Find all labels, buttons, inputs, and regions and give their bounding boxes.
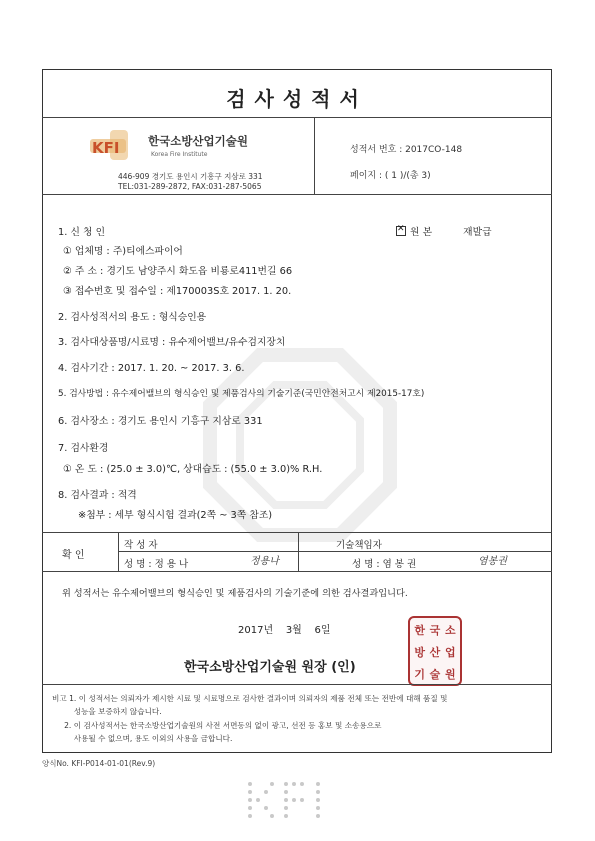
reviewer-role: 기술책임자 xyxy=(336,540,382,551)
note-2: 2. 이 검사성적서는 한국소방산업기술원의 사전 서면동의 없이 광고, 선전 등 홍보 및 소송용으로 xyxy=(52,721,382,730)
issuer-name-kr: 한국소방산업기술원 xyxy=(148,134,248,148)
confirm-label: 확 인 xyxy=(62,550,85,561)
result-row: 8. 검사결과 : 적격 xyxy=(58,490,137,501)
applicant-title: 1. 신 청 인 xyxy=(58,227,106,238)
statement: 위 성적서는 유수제어밸브의 형식승인 및 제품검사의 기술기준에 의한 검사결과입니다. xyxy=(62,588,408,599)
writer-signature: 정용나 xyxy=(250,556,279,567)
writer-name: 성 명 : 정 용 나 xyxy=(124,559,189,570)
issuer-name-en: Korea Fire Institute xyxy=(151,151,208,158)
report-number-label: 성적서 번호 xyxy=(350,145,397,155)
page-indicator: 페이지 : ( 1 )/(총 3) xyxy=(350,171,431,181)
method-row: 5. 검사방법 : 유수제어밸브의 형식승인 및 제품검사의 기술기준(국민안전처고시 제2015-17호) xyxy=(58,389,425,399)
official-seal-icon xyxy=(408,616,462,686)
note-1-cont: 성능을 보증하지 않습니다. xyxy=(52,707,162,716)
logo-text: KFI xyxy=(92,139,120,157)
notes-top-line xyxy=(42,684,552,685)
note-1: 비고 1. 이 성적서는 의뢰자가 제시한 시료 및 시료명으로 검사한 결과이며 의뢰자의 제품 전체 또는 전반에 대해 품질 및 xyxy=(52,694,448,703)
title-divider xyxy=(42,117,552,118)
seal-char: 방 xyxy=(414,646,425,659)
original-mark xyxy=(396,224,492,238)
president-line: 한국소방산업기술원 원장 (인) xyxy=(184,660,356,675)
seal-char: 한 xyxy=(414,624,425,637)
applicant-receipt: ③ 접수번호 및 접수일 : 제170003S호 2017. 1. 20. xyxy=(63,286,292,297)
location-row: 6. 검사장소 : 경기도 용인시 기흥구 지삼로 331 xyxy=(58,416,263,427)
seal-char: 소 xyxy=(445,624,456,637)
seal-char: 산 xyxy=(429,646,441,659)
applicant-company: ① 업체명 : 주)티에스파이어 xyxy=(63,246,183,257)
environment-values: ① 온 도 : (25.0 ± 3.0)℃, 상대습도 : (55.0 ± 3.0)% R.H. xyxy=(63,464,323,475)
issuer-contact: TEL:031-289-2872, FAX:031-287-5065 xyxy=(118,182,262,191)
reviewer-signature: 염봉권 xyxy=(478,556,507,567)
seal-char: 기 xyxy=(414,668,425,681)
seal-char: 원 xyxy=(445,668,456,681)
header-divider-vertical xyxy=(314,117,315,194)
seal-char: 업 xyxy=(445,646,456,659)
writer-role: 작 성 자 xyxy=(124,540,158,551)
reviewer-name: 성 명 : 염 봉 권 xyxy=(352,559,417,570)
original-checkbox: ✕ xyxy=(397,224,405,234)
document-title: 검사성적서 xyxy=(226,87,368,111)
note-2-cont: 사용될 수 없으며, 용도 이외의 사용을 금합니다. xyxy=(52,734,233,743)
period-row: 4. 검사기간 : 2017. 1. 20. ~ 2017. 3. 6. xyxy=(58,363,245,374)
seal-char: 술 xyxy=(429,668,441,681)
environment-title: 7. 검사환경 xyxy=(58,443,109,454)
issue-date: 2017년 3월 6일 xyxy=(238,625,331,636)
issuer-address: 446-909 경기도 용인시 기흥구 지삼로 331 xyxy=(118,172,263,181)
report-number: 성적서 번호 : 2017CO-148 xyxy=(350,145,463,155)
original-label: 원 본 xyxy=(410,227,433,238)
page-value: ( 1 )/(총 3) xyxy=(384,171,431,181)
header-divider-bottom xyxy=(42,194,552,195)
attachment-note: ※첨부 : 세부 형식시험 결과(2쪽 ~ 3쪽 참조) xyxy=(78,510,273,521)
page-label: 페이지 xyxy=(350,171,377,181)
sample-row: 3. 검사대상품명/시료명 : 유수제어밸브/유수검지장치 xyxy=(58,337,286,348)
confirm-bottom-line xyxy=(42,571,552,572)
applicant-address: ② 주 소 : 경기도 남양주시 화도읍 비룡로411번길 66 xyxy=(63,266,293,277)
kfi-logo-icon xyxy=(88,127,130,165)
dotted-kfi-mark-icon xyxy=(246,780,336,818)
report-number-value: 2017CO-148 xyxy=(405,145,463,155)
form-number: 양식No. KFI-P014-01-01(Rev.9) xyxy=(42,759,156,768)
reissue-label: 재발급 xyxy=(463,227,492,238)
seal-char: 국 xyxy=(429,624,441,637)
purpose-row: 2. 검사성적서의 용도 : 형식승인용 xyxy=(58,312,207,323)
